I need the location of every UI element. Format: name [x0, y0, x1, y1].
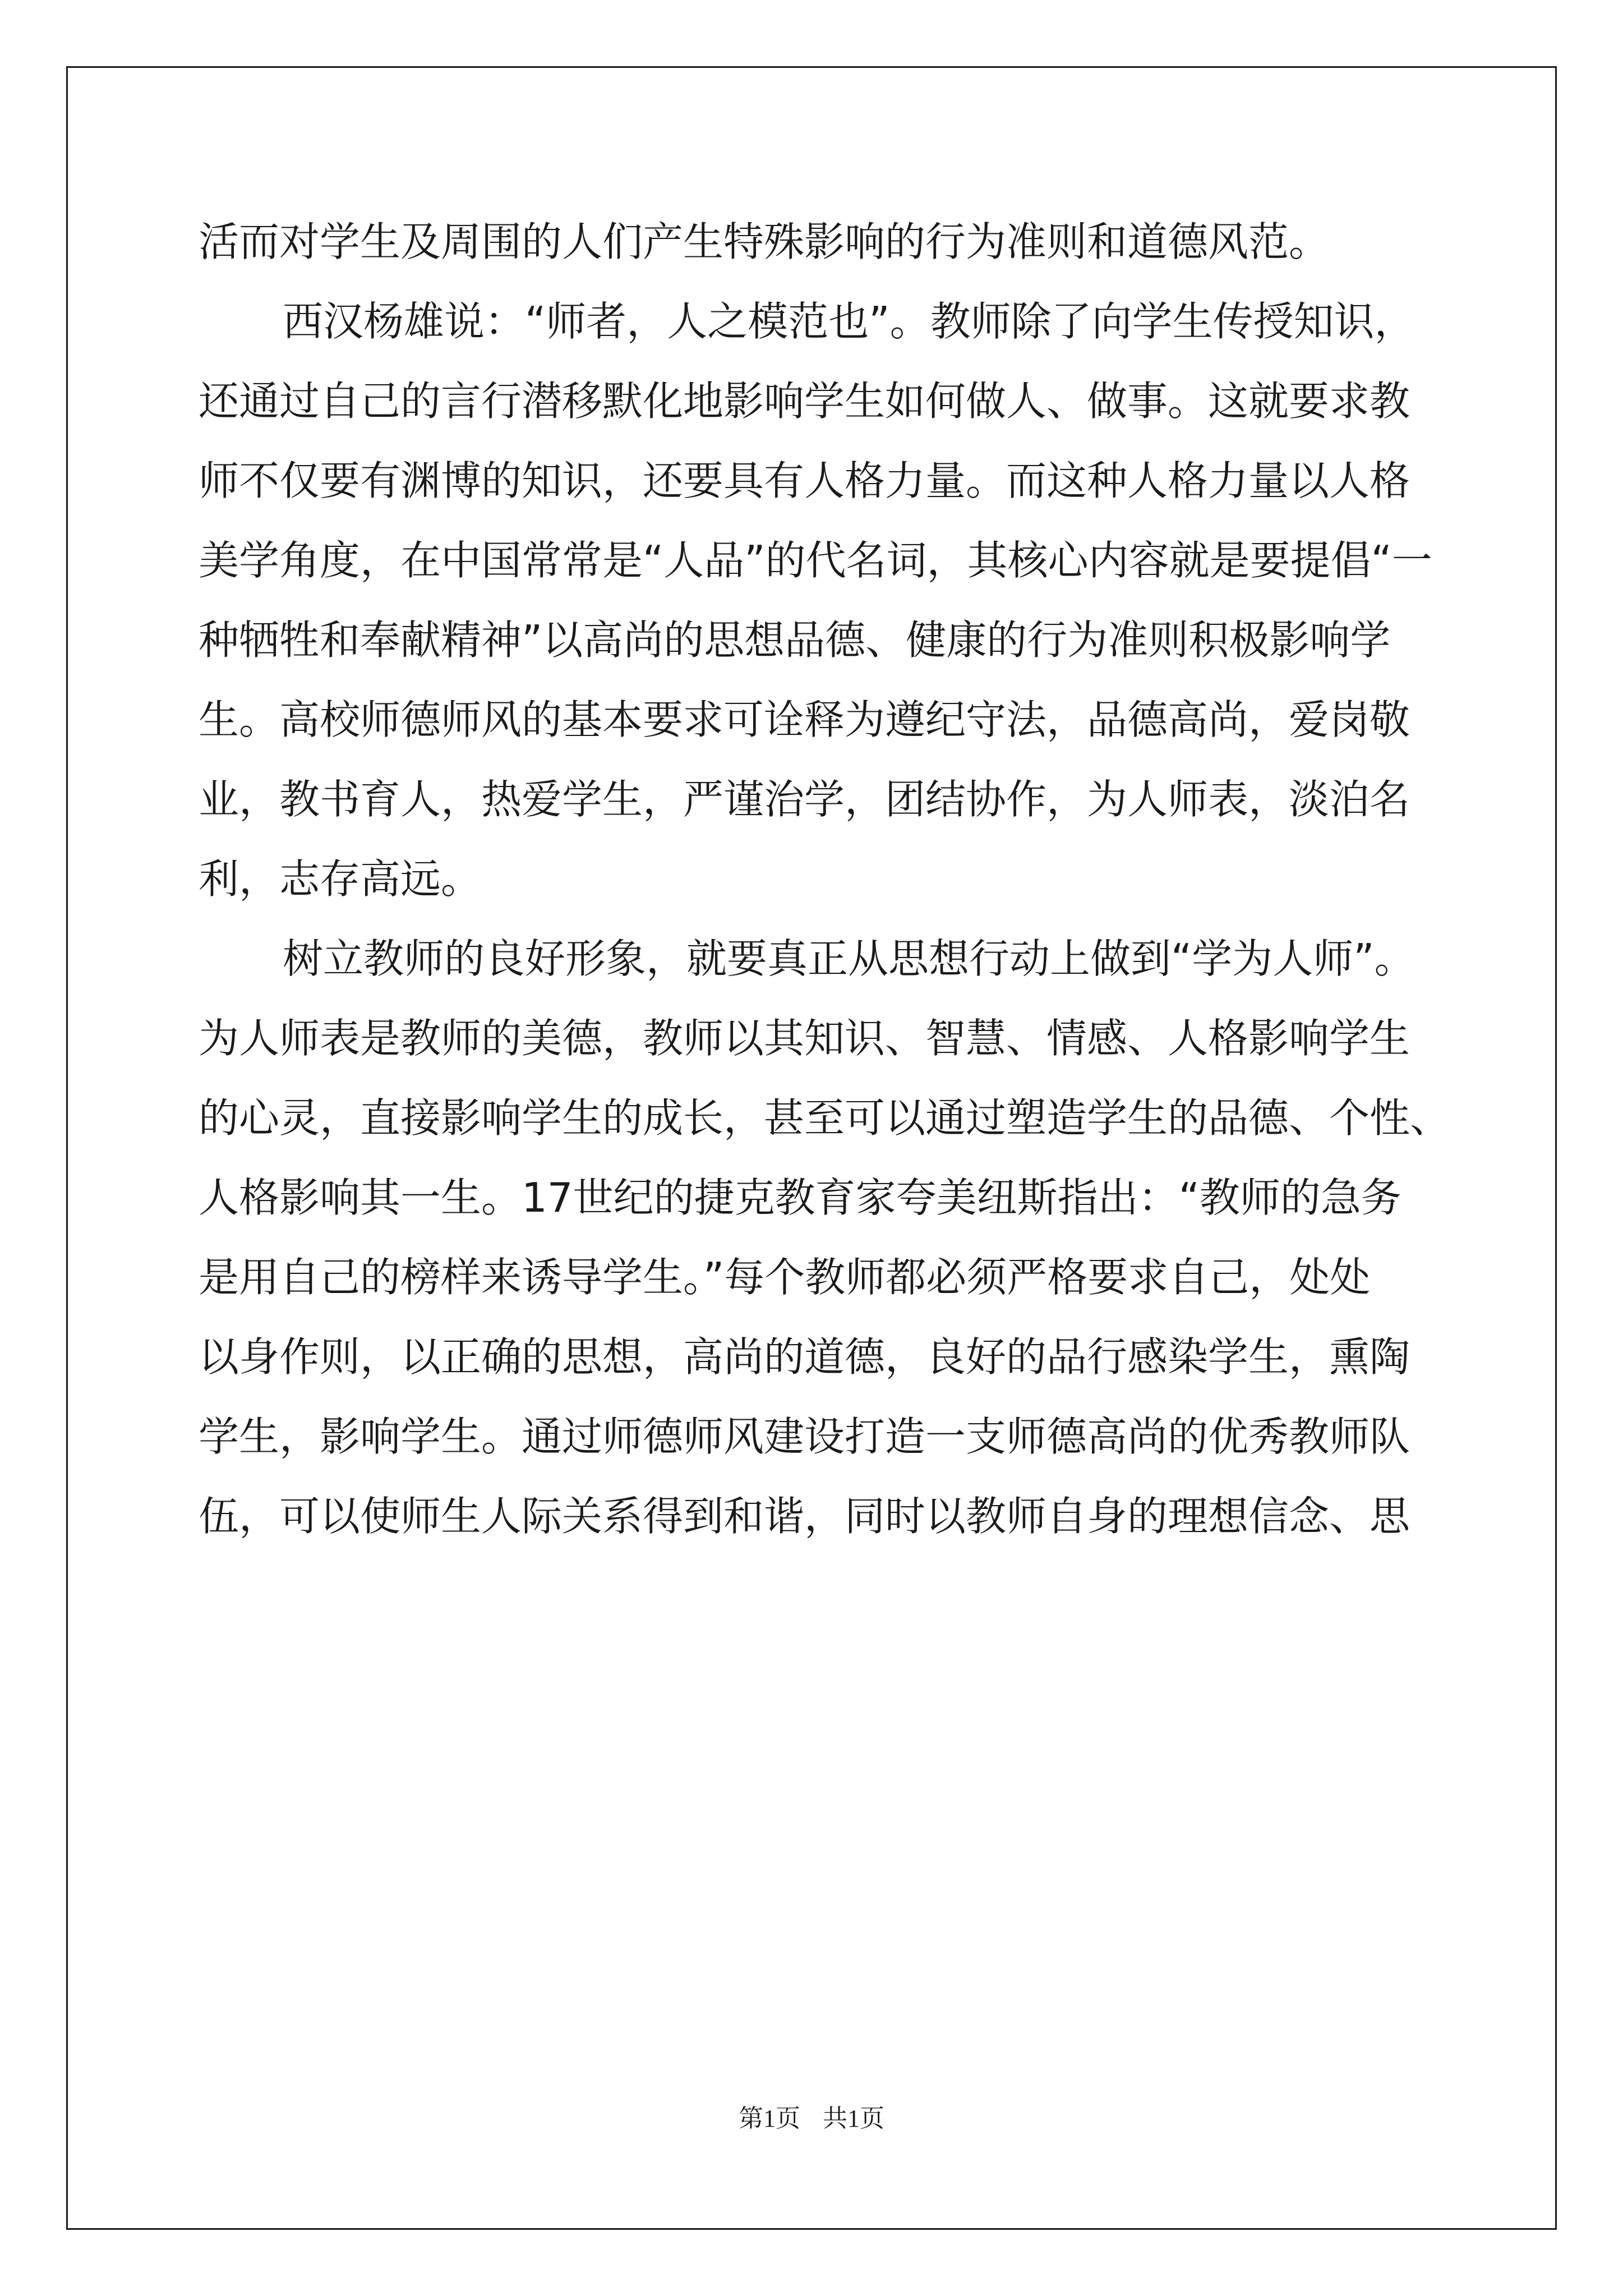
text-line: 师不仅要有渊博的知识，还要具有人格力量。而这种人格力量以人格 [199, 457, 1410, 504]
paragraph-first-line: 树立教师的良好形象，就要真正从思想行动上做到“学为人师”。 [283, 935, 1415, 982]
page-total: 共1页 [823, 2105, 884, 2132]
text-line: 是用自己的榜样来诱导学生。”每个教师都必须严格要求自己，处处 [199, 1254, 1371, 1301]
text-line: 利，志存高远。 [199, 855, 482, 903]
text-line: 学生，影响学生。通过师德师风建设打造一支师德高尚的优秀教师队 [199, 1413, 1410, 1460]
page-footer [0, 2098, 1623, 2134]
text-line: 人格影响其一生。17世纪的捷克教育家夸美纽斯指出：“教师的急务 [199, 1174, 1401, 1221]
text-line: 伍，可以使师生人际关系得到和谐，同时以教师自身的理想信念、思 [199, 1493, 1410, 1540]
text-line: 为人师表是教师的美德，教师以其知识、智慧、情感、人格影响学生 [199, 1015, 1410, 1062]
text-line: 还通过自己的言行潜移默化地影响学生如何做人、做事。这就要求教 [199, 378, 1410, 425]
paragraph-first-line: 西汉杨雄说：“师者，人之模范也”。教师除了向学生传授知识， [283, 298, 1415, 345]
page-number: 第1页 [739, 2105, 800, 2132]
document-body [199, 202, 1460, 1556]
text-line: 业，教书育人，热爱学生，严谨治学，团结协作，为人师表，淡泊名 [199, 776, 1410, 823]
text-line: 种牺牲和奉献精神”以高尚的思想品德、健康的行为准则积极影响学 [199, 616, 1391, 664]
text-line: 生。高校师德师风的基本要求可诠释为遵纪守法，品德高尚，爱岗敬 [199, 696, 1410, 743]
text-line: 美学角度，在中国常常是“人品”的代名词，其核心内容就是要提倡“一 [199, 537, 1432, 584]
text-line: 的心灵，直接影响学生的成长，甚至可以通过塑造学生的品德、个性、 [199, 1094, 1451, 1142]
text-line: 以身作则，以正确的思想，高尚的道德，良好的品行感染学生，熏陶 [199, 1333, 1410, 1381]
text-line: 活而对学生及周围的人们产生特殊影响的行为准则和道德风范。 [199, 218, 1330, 265]
